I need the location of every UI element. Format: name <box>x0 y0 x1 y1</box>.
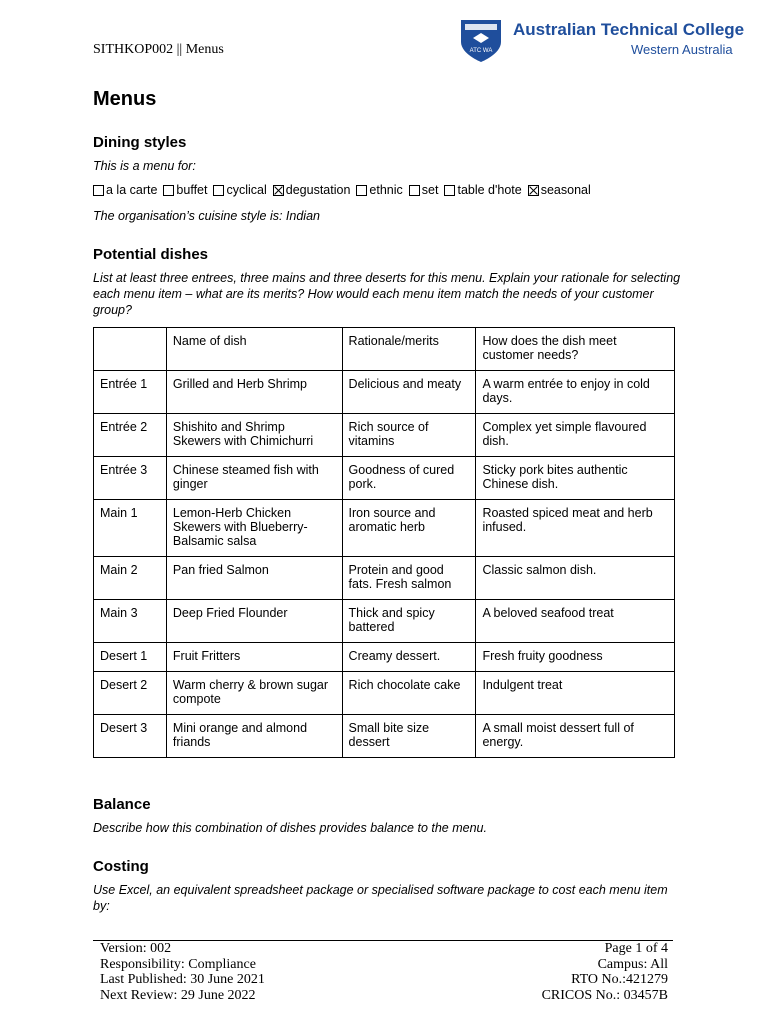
footer-page-number: Page 1 of 4 <box>604 941 668 956</box>
table-cell: A small moist dessert full of energy. <box>476 715 675 758</box>
footer-version: Version: 002 <box>100 941 172 956</box>
table-cell: Roasted spiced meat and herb infused. <box>476 500 675 557</box>
footer-left <box>100 941 265 1003</box>
option-label: cyclical <box>226 183 267 197</box>
checkbox-checked[interactable] <box>528 185 539 196</box>
table-cell: Entrée 3 <box>94 457 167 500</box>
dining-styles-prompt: This is a menu for: <box>93 159 196 173</box>
table-cell: Rich chocolate cake <box>342 672 476 715</box>
footer-cricos: CRICOS No.: 03457B <box>541 987 668 1003</box>
table-cell: Rich source of vitamins <box>342 414 476 457</box>
table-cell: Mini orange and almond friands <box>166 715 342 758</box>
table-cell: Main 2 <box>94 557 167 600</box>
table-cell: Goodness of cured pork. <box>342 457 476 500</box>
table-row <box>94 500 675 557</box>
table-cell: Protein and good fats. Fresh salmon <box>342 557 476 600</box>
logo-subtitle: Western Australia <box>631 42 733 57</box>
table-cell: Creamy dessert. <box>342 643 476 672</box>
option-degustation[interactable] <box>273 183 351 197</box>
footer-last-published: Last Published: 30 June 2021 <box>100 972 265 987</box>
option-label: table d'hote <box>457 183 522 197</box>
table-cell: Main 3 <box>94 600 167 643</box>
crest-text: ATC WA <box>469 48 493 54</box>
table-cell: Warm cherry & brown sugar compote <box>166 672 342 715</box>
dining-styles-heading: Dining styles <box>93 134 187 151</box>
option-cyclical[interactable] <box>213 183 266 197</box>
table-row <box>94 557 675 600</box>
checkbox[interactable] <box>356 185 367 196</box>
table-cell: Pan fried Salmon <box>166 557 342 600</box>
table-header-cell: Rationale/merits <box>342 328 476 371</box>
balance-heading: Balance <box>93 796 151 813</box>
table-cell: Fresh fruity goodness <box>476 643 675 672</box>
document-code: SITHKOP002 || Menus <box>93 42 224 57</box>
option-table-d-hote[interactable] <box>444 183 521 197</box>
option-label: a la carte <box>106 183 158 197</box>
option-set[interactable] <box>409 183 439 197</box>
table-cell: Grilled and Herb Shrimp <box>166 371 342 414</box>
footer-rto: RTO No.:421279 <box>571 972 668 987</box>
table-cell: Main 1 <box>94 500 167 557</box>
option-label: ethnic <box>369 183 403 197</box>
table-row <box>94 414 675 457</box>
table-row <box>94 672 675 715</box>
table-cell: Delicious and meaty <box>342 371 476 414</box>
table-cell: Classic salmon dish. <box>476 557 675 600</box>
option-label: set <box>421 183 439 197</box>
table-cell: Small bite size dessert <box>342 715 476 758</box>
table-cell: Deep Fried Flounder <box>166 600 342 643</box>
dining-style-options <box>93 183 591 197</box>
table-cell: Chinese steamed fish with ginger <box>166 457 342 500</box>
checkbox[interactable] <box>444 185 455 196</box>
table-cell: Desert 3 <box>94 715 167 758</box>
table-cell: Sticky pork bites authentic Chinese dish. <box>476 457 675 500</box>
table-row <box>94 643 675 672</box>
table-cell: Desert 1 <box>94 643 167 672</box>
crest-icon <box>455 16 507 64</box>
table-cell: Iron source and aromatic herb <box>342 500 476 557</box>
table-cell: Entrée 2 <box>94 414 167 457</box>
checkbox[interactable] <box>409 185 420 196</box>
checkbox-checked[interactable] <box>273 185 284 196</box>
logo-name: Australian Technical College <box>513 20 745 39</box>
checkbox[interactable] <box>163 185 174 196</box>
table-cell: Thick and spicy battered <box>342 600 476 643</box>
checkbox[interactable] <box>213 185 224 196</box>
potential-dishes-heading: Potential dishes <box>93 246 209 263</box>
option-label: seasonal <box>540 183 591 197</box>
table-row <box>94 715 675 758</box>
table-cell: Entrée 1 <box>94 371 167 414</box>
page-title: Menus <box>93 88 157 110</box>
dishes-table <box>93 327 675 758</box>
footer-next-review: Next Review: 29 June 2022 <box>100 987 256 1003</box>
college-logo <box>455 16 755 66</box>
footer-responsibility: Responsibility: Compliance <box>100 956 256 972</box>
checkbox[interactable] <box>93 185 104 196</box>
table-header-cell: How does the dish meet customer needs? <box>476 328 675 371</box>
option-label: degustation <box>285 183 351 197</box>
table-header-row <box>94 328 675 371</box>
table-row <box>94 457 675 500</box>
table-cell: Lemon-Herb Chicken Skewers with Blueberry-Balsamic salsa <box>166 500 342 557</box>
option-a-la-carte[interactable] <box>93 183 157 197</box>
option-buffet[interactable] <box>163 183 207 197</box>
table-cell: A beloved seafood treat <box>476 600 675 643</box>
table-cell: A warm entrée to enjoy in cold days. <box>476 371 675 414</box>
balance-text: Describe how this combination of dishes provides balance to the menu. <box>93 821 487 835</box>
footer-campus: Campus: All <box>597 956 668 972</box>
costing-heading: Costing <box>93 858 149 875</box>
table-row <box>94 600 675 643</box>
table-row <box>94 371 675 414</box>
cuisine-style: The organisation’s cuisine style is: Indian <box>93 209 320 223</box>
table-cell: Desert 2 <box>94 672 167 715</box>
costing-text: Use Excel, an equivalent spreadsheet package or specialised software package to cost each menu item by: <box>93 883 668 913</box>
potential-dishes-instructions: List at least three entrees, three mains and three deserts for this menu. Explain your rationale for selecting each menu item – what are its merits? How would each menu item match the needs of your customer group? <box>93 271 681 317</box>
table-cell: Indulgent treat <box>476 672 675 715</box>
table-cell: Shishito and Shrimp Skewers with Chimichurri <box>166 414 342 457</box>
option-label: buffet <box>176 183 208 197</box>
option-ethnic[interactable] <box>356 183 402 197</box>
table-cell: Fruit Fritters <box>166 643 342 672</box>
footer-right <box>542 941 668 1003</box>
option-seasonal[interactable] <box>528 183 591 197</box>
table-header-cell: Name of dish <box>166 328 342 371</box>
table-header-cell <box>94 328 167 371</box>
table-cell: Complex yet simple flavoured dish. <box>476 414 675 457</box>
